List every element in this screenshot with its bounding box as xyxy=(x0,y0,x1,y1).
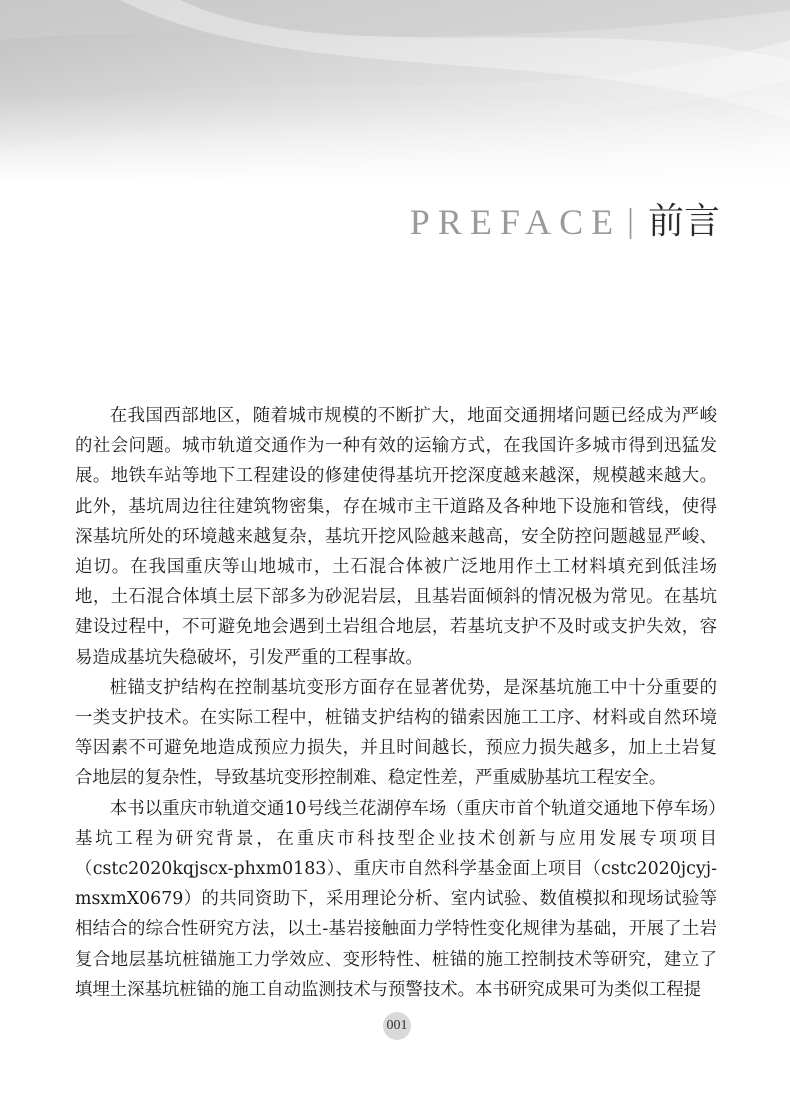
page-number: 001 xyxy=(383,1012,411,1040)
title-separator: | xyxy=(627,203,634,240)
paragraph-3: 本书以重庆市轨道交通10号线兰花湖停车场（重庆市首个轨道交通地下停车场）基坑工程为研究背景，在重庆市科技型企业技术创新与应用发展专项项目（cstc2020kqjscx-phxm0183）、重庆市自然科学基金面上项目（cstc2020jcyj-msxmX0679）的共同资助下，采用理论分析、室内试验、数值模拟和现场试验等相结合的综合性研究方法，以土-基岩接触面力学特性变化规律为基础，开展了土岩复合地层基坑桩锚施工力学效应、变形特性、桩锚的施工控制技术等研究，建立了填埋土深基坑桩锚的施工自动监测技术与预警技术。本书研究成果可为类似工程提 xyxy=(75,798,717,1000)
title-chinese: 前言 xyxy=(647,201,720,242)
paragraph-2: 桩锚支护结构在控制基坑变形方面存在显著优势，是深基坑施工中十分重要的一类支护技术。在实际工程中，桩锚支护结构的锚索因施工工序、材料或自然环境等因素不可避免地造成预应力损失，并且时间越长，预应力损失越多，加上土岩复合地层的复杂性，导致基坑变形控制难、稳定性差，严重威胁基坑工程安全。 xyxy=(75,677,717,789)
paragraph-1: 在我国西部地区，随着城市规模的不断扩大，地面交通拥堵问题已经成为严峻的社会问题。城市轨道交通作为一种有效的运输方式，在我国许多城市得到迅猛发展。地铁车站等地下工程建设的修建使得基坑开挖深度越来越深，规模越来越大。此外，基坑周边往往建筑物密集，存在城市主干道路及各种地下设施和管线，使得深基坑所处的环境越来越复杂，基坑开挖风险越来越高，安全防控问题越显严峻、迫切。在我国重庆等山地城市，土石混合体被广泛地用作土工材料填充到低洼场地，土石混合体填土层下部多为砂泥岩层，且基岩面倾斜的情况极为常见。在基坑建设过程中，不可避免地会遇到土岩组合地层，若基坑支护不及时或支护失效，容易造成基坑失稳破坏，引发严重的工程事故。 xyxy=(75,406,717,668)
title-english: PREFACE xyxy=(409,202,622,242)
preface-title xyxy=(410,198,720,246)
preface-body xyxy=(75,401,717,1005)
header-decoration xyxy=(0,0,790,185)
